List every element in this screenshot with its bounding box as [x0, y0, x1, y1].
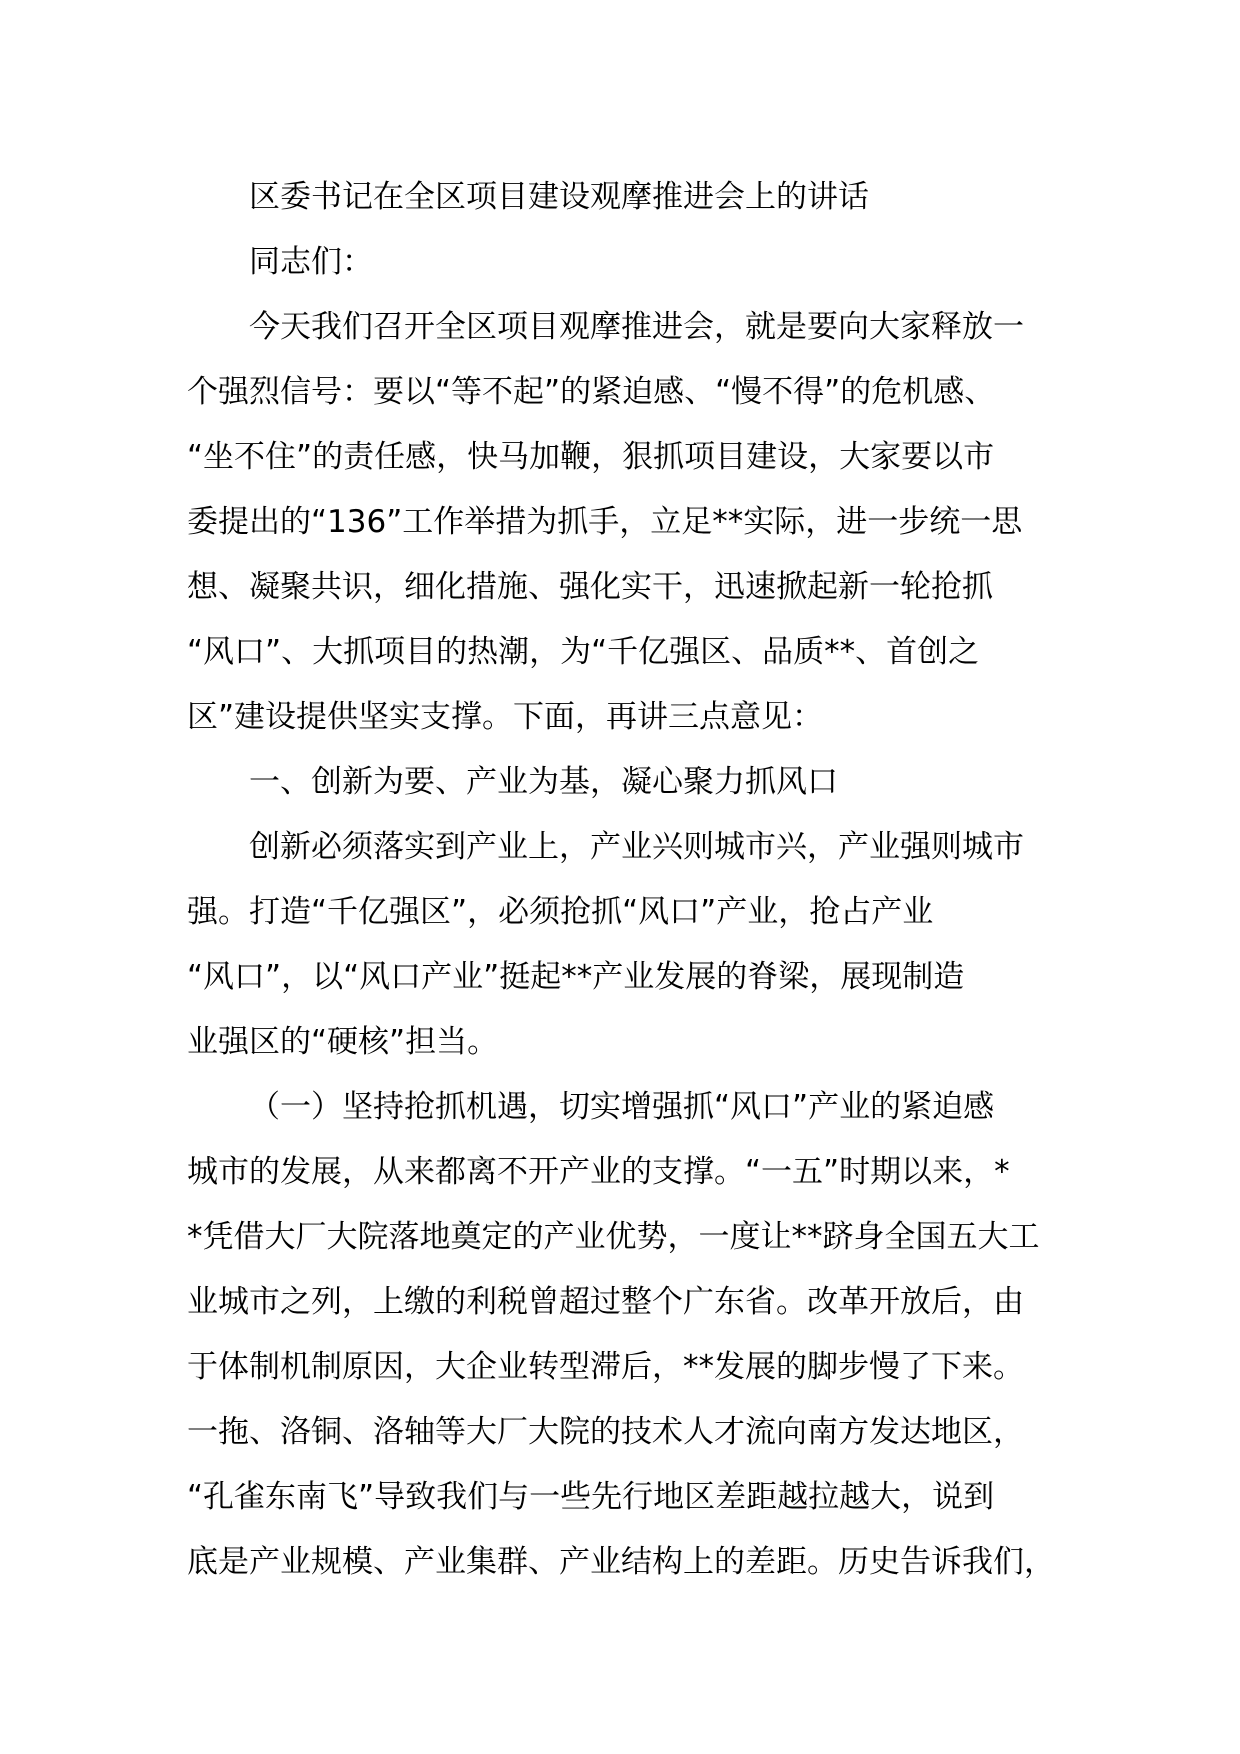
text-line: *凭借大厂大院落地奠定的产业优势，一度让**跻身全国五大工: [187, 1219, 1040, 1255]
text-line: 个强烈信号：要以“等不起”的紧迫感、“慢不得”的危机感、: [187, 374, 996, 410]
text-line: 强。打造“千亿强区”，必须抢抓“风口”产业，抢占产业: [187, 894, 934, 930]
text-line: 区”建设提供坚实支撑。下面，再讲三点意见：: [187, 699, 824, 735]
text-line: “风口”、大抓项目的热潮，为“千亿强区、品质**、首创之: [187, 634, 980, 670]
text-line: 同志们：: [249, 244, 373, 280]
text-line: “孔雀东南飞”导致我们与一些先行地区差距越拉越大，说到: [187, 1479, 995, 1515]
text-line: 业城市之列，上缴的利税曾超过整个广东省。改革开放后，由: [187, 1284, 1024, 1320]
text-line: “风口”，以“风口产业”挺起**产业发展的脊梁，展现制造: [187, 959, 965, 995]
document-lines: [187, 230, 1067, 1595]
text-line: 一、创新为要、产业为基，凝心聚力抓风口: [249, 764, 838, 800]
text-line: 城市的发展，从来都离不开产业的支撑。“一五”时期以来，*: [187, 1154, 1010, 1190]
text-line: 委提出的“136”工作举措为抓手，立足**实际，进一步统一思: [187, 504, 1023, 540]
text-line: 底是产业规模、产业集群、产业结构上的差距。历史告诉我们，: [187, 1544, 1055, 1580]
text-line: 想、凝聚共识，细化措施、强化实干，迅速掀起新一轮抢抓: [187, 569, 993, 605]
text-line: 创新必须落实到产业上，产业兴则城市兴，产业强则城市: [249, 829, 1024, 865]
text-line: 一拖、洛铜、洛轴等大厂大院的技术人才流向南方发达地区，: [187, 1414, 1024, 1450]
document-body: [187, 165, 1067, 1595]
document-title: 区委书记在全区项目建设观摩推进会上的讲话: [249, 179, 869, 215]
text-line: （一）坚持抢抓机遇，切实增强抓“风口”产业的紧迫感: [249, 1089, 995, 1125]
text-line: “坐不住”的责任感，快马加鞭，狠抓项目建设，大家要以市: [187, 439, 995, 475]
text-line: 于体制机制原因，大企业转型滞后，**发展的脚步慢了下来。: [187, 1349, 1024, 1385]
text-line: 今天我们召开全区项目观摩推进会，就是要向大家释放一: [249, 309, 1024, 345]
text-line: 业强区的“硬核”担当。: [187, 1024, 499, 1060]
